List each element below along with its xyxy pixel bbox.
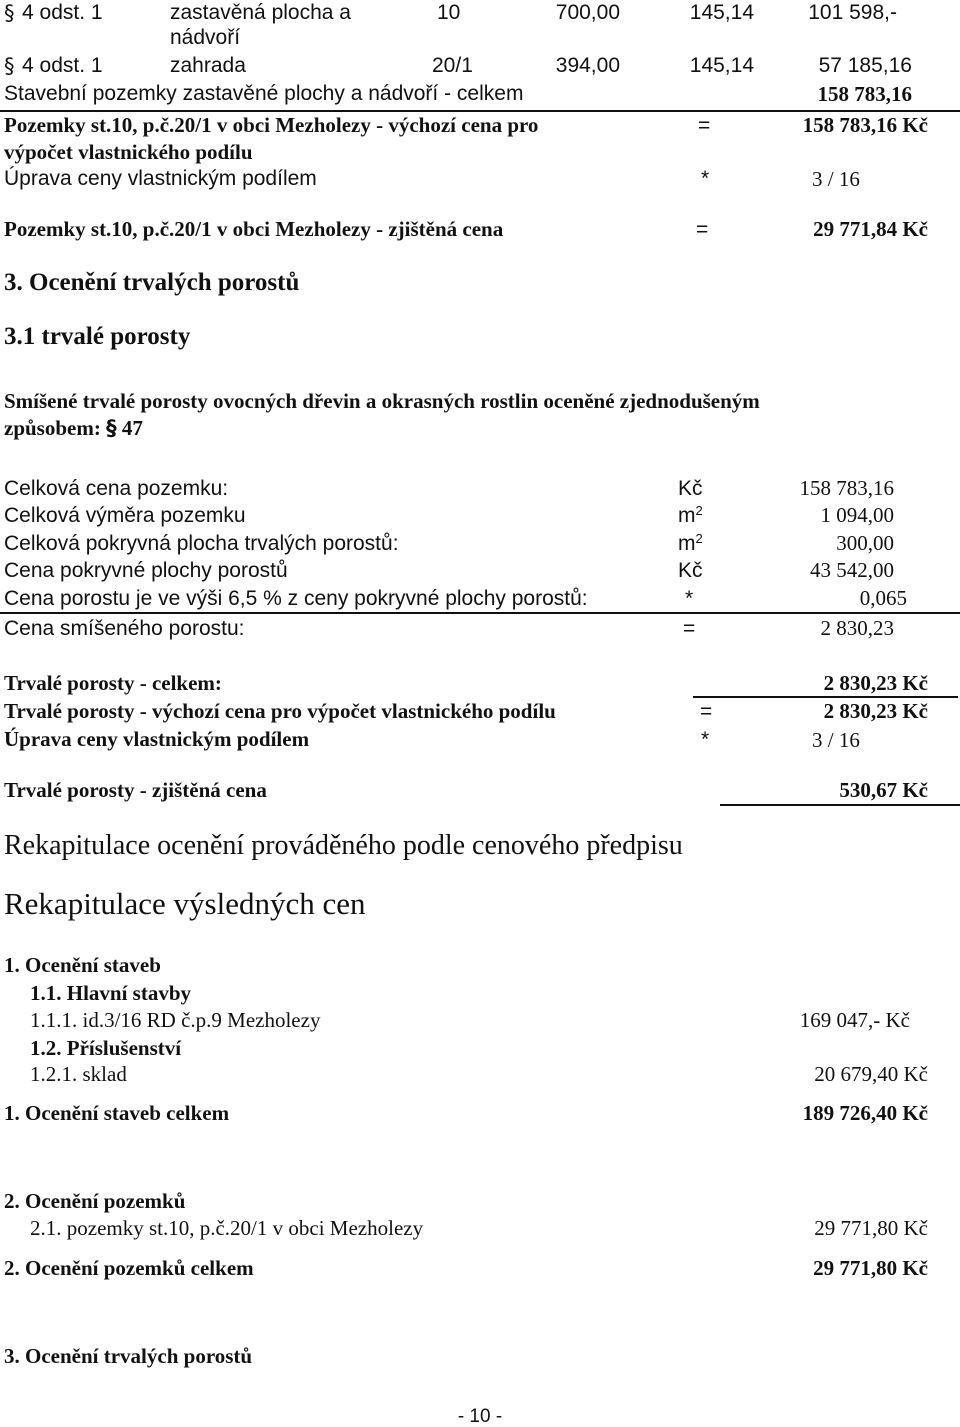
paragraph-ref: 4 odst. 1 [22, 1, 103, 24]
calc-value: 158 783,16 [799, 476, 894, 500]
recap-title: Rekapitulace ocenění prováděného podle cenového předpisu [4, 830, 683, 861]
share-value: 3 / 16 [812, 728, 860, 752]
subsection-heading: 3.1 trvalé porosty [4, 323, 191, 350]
parcel-area: 700,00 [555, 1, 620, 24]
section-heading: 3. Ocenění trvalých porostů [4, 269, 300, 296]
share-label: Úprava ceny vlastnickým podílem [4, 167, 317, 190]
paragraph-number: 47 [121, 416, 143, 440]
calc-label: Cena porostu je ve výši 6,5 % z ceny pokryvné plochy porostů: [4, 587, 588, 610]
calc-unit: * [685, 587, 694, 610]
row-total: 57 185,16 [818, 54, 912, 77]
operator: * [701, 728, 710, 751]
base-price-label-cont: výpočet vlastnického podílu [4, 140, 253, 164]
recap-section-heading: 2. Ocenění pozemků [4, 1189, 186, 1213]
total-value: 2 830,23 Kč [823, 671, 928, 695]
calc-unit [678, 533, 703, 554]
base-price-value: 158 783,16 Kč [802, 113, 928, 137]
calc-unit: = [683, 617, 696, 640]
unit-symbol: m [678, 504, 696, 527]
unit-exponent: 2 [695, 531, 703, 546]
result-label: Trvalé porosty - zjištěná cena [4, 778, 267, 802]
unit-exponent: 2 [695, 503, 703, 518]
subtotal-value: 158 783,16 [817, 82, 912, 106]
page-number: - 10 - [457, 1406, 503, 1427]
rule [693, 696, 958, 698]
result-value: 29 771,84 Kč [813, 217, 928, 241]
section-sign: § [4, 54, 15, 78]
description: Smíšené trvalé porosty ovocných dřevin a okrasných rostlin oceněné zjednodušeným [4, 389, 760, 413]
calc-unit: Kč [678, 559, 703, 582]
calc-value: 1 094,00 [820, 503, 894, 527]
rule [0, 110, 960, 112]
calc-label: Celková pokryvná plocha trvalých porostů: [4, 532, 399, 555]
recap-section-heading: 1. Ocenění staveb [4, 953, 161, 977]
land-type-cont: nádvoří [170, 26, 241, 49]
recap-subsection: 1.1. Hlavní stavby [30, 981, 192, 1005]
operator: = [696, 218, 709, 241]
recap-section-total-label: 1. Ocenění staveb celkem [4, 1101, 230, 1125]
recap-item-value: 169 047,- Kč [799, 1008, 910, 1032]
total-label: Trvalé porosty - celkem: [4, 671, 222, 695]
result-label: Pozemky st.10, p.č.20/1 v obci Mezholezy - zjištěná cena [4, 217, 504, 241]
operator: = [698, 114, 711, 137]
land-type: zahrada [170, 54, 246, 77]
description-cont [4, 418, 143, 439]
recap-subtitle: Rekapitulace výsledných cen [4, 886, 366, 921]
method-label: způsobem: [4, 416, 101, 440]
recap-section-total-label: 2. Ocenění pozemků celkem [4, 1256, 254, 1280]
recap-item-label: 2.1. pozemky st.10, p.č.20/1 v obci Mezholezy [30, 1216, 424, 1240]
calc-value: 300,00 [836, 531, 894, 555]
recap-item-value: 20 679,40 Kč [814, 1062, 928, 1086]
calc-label: Celková cena pozemku: [4, 477, 229, 500]
rule [0, 612, 960, 614]
recap-item-value: 29 771,80 Kč [814, 1216, 928, 1240]
calc-label: Cena smíšeného porostu: [4, 617, 245, 640]
paragraph-ref: 4 odst. 1 [22, 54, 103, 77]
parcel-area: 394,00 [555, 54, 620, 77]
base-price-label: Pozemky st.10, p.č.20/1 v obci Mezholezy - výchozí cena pro [4, 113, 539, 137]
recap-item-label: 1.1.1. id.3/16 RD č.p.9 Mezholezy [30, 1008, 321, 1032]
rule [720, 804, 960, 806]
unit-price: 145,14 [689, 1, 754, 24]
share-value: 3 / 16 [812, 167, 860, 191]
share-label: Úprava ceny vlastnickým podílem [4, 727, 310, 751]
operator: * [701, 167, 710, 190]
calc-label: Cena pokryvné plochy porostů [4, 559, 288, 582]
base-price-value: 2 830,23 Kč [823, 699, 928, 723]
recap-section-total-value: 29 771,80 Kč [813, 1256, 928, 1280]
land-type: zastavěná plocha a [170, 1, 351, 24]
recap-item-label: 1.2.1. sklad [30, 1062, 127, 1086]
calc-value: 0,065 [859, 586, 907, 610]
calc-unit: Kč [678, 477, 703, 500]
section-sign: § [4, 1, 15, 25]
section-sign: § [106, 416, 117, 440]
parcel-code: 10 [437, 1, 461, 24]
base-price-label: Trvalé porosty - výchozí cena pro výpočet vlastnického podílu [4, 699, 556, 723]
subtotal-label: Stavební pozemky zastavěné plochy a nádvoří - celkem [4, 82, 524, 105]
calc-value: 43 542,00 [810, 558, 894, 582]
recap-section-heading: 3. Ocenění trvalých porostů [4, 1344, 253, 1368]
recap-subsection: 1.2. Příslušenství [30, 1036, 182, 1060]
calc-label: Celková výměra pozemku [4, 504, 246, 527]
row-total: 101 598,- [808, 1, 897, 24]
unit-price: 145,14 [689, 54, 754, 77]
calc-value: 2 830,23 [820, 616, 894, 640]
parcel-code: 20/1 [432, 54, 473, 77]
recap-section-total-value: 189 726,40 Kč [802, 1101, 928, 1125]
calc-unit [678, 505, 703, 526]
operator: = [700, 700, 713, 723]
result-value: 530,67 Kč [839, 778, 928, 802]
unit-symbol: m [678, 532, 696, 555]
